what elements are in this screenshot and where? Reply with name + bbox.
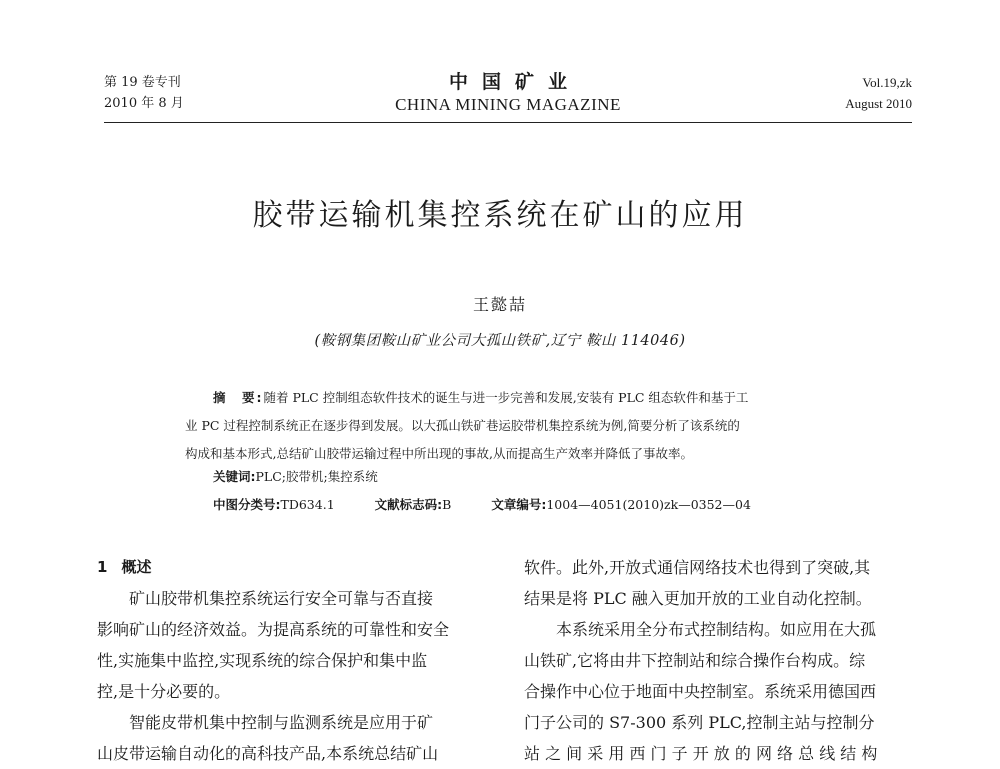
clc-value: TD634.1	[280, 497, 335, 512]
paragraph-line: 山皮带运输自动化的高科技产品,本系统总结矿山	[97, 744, 439, 763]
paragraph-line: 合操作中心位于地面中央控制室。系统采用德国西	[524, 682, 877, 701]
journal-name-en: CHINA MINING MAGAZINE	[395, 95, 621, 114]
paragraph-line: 控,是十分必要的。	[97, 682, 231, 701]
running-header	[104, 70, 912, 120]
journal-name-cn: 中国矿业	[448, 71, 581, 93]
abstract-line-2: 业 PC 过程控制系统正在逐步得到发展。以大孤山铁矿巷运胶带机集控系统为例,简要分析了该系统的	[185, 418, 740, 433]
document-code-label: 文献标志码:	[374, 497, 443, 512]
body-column-left	[97, 552, 489, 769]
abstract-label: 摘 要:	[213, 390, 264, 405]
paragraph-line: 性,实施集中监控,实现系统的综合保护和集中监	[97, 651, 428, 670]
paragraph-line: 影响矿山的经济效益。为提高系统的可靠性和安全	[97, 620, 450, 639]
header-divider	[104, 122, 912, 123]
keywords-value: PLC;胶带机;集控系统	[255, 469, 378, 484]
paragraph-line: 矿山胶带机集控系统运行安全可靠与否直接	[129, 589, 434, 608]
article-author: 王懿喆	[472, 295, 527, 314]
paragraph-line: 智能皮带机集中控制与监测系统是应用于矿	[129, 713, 434, 732]
abstract-line-1	[185, 384, 845, 412]
paragraph-line: 门子公司的 S7-300 系列 PLC,控制主站与控制分	[524, 713, 875, 732]
article-title: 胶带运输机集控系统在矿山的应用	[252, 198, 748, 233]
volume-date: August 2010	[845, 96, 912, 111]
paragraph-line: 软件。此外,开放式通信网络技术也得到了突破,其	[524, 558, 871, 577]
document-code-value: B	[442, 497, 452, 512]
paragraph-line: 山铁矿,它将由井下控制站和综合操作台构成。综	[524, 651, 866, 670]
section-heading	[97, 552, 489, 583]
article-id-value: 1004—4051(2010)zk—0352—04	[546, 497, 751, 512]
article-id-label: 文章编号:	[491, 497, 547, 512]
keywords	[213, 466, 378, 488]
abstract-text-1: 随着 PLC 控制组态软件技术的诞生与进一步完善和发展,安装有 PLC 组态软件和基于工	[263, 390, 749, 405]
section-title: 概述	[121, 558, 152, 576]
clc-label: 中图分类号:	[213, 497, 281, 512]
body-column-right	[524, 552, 916, 769]
keywords-label: 关键词:	[213, 469, 256, 484]
paragraph-line: 结果是将 PLC 融入更加开放的工业自动化控制。	[524, 589, 872, 608]
section-number: 1	[97, 558, 108, 576]
issue-volume: 第 19 卷专刊	[104, 75, 181, 90]
journal-name	[104, 70, 912, 116]
abstract-line-3: 构成和基本形式,总结矿山胶带运输过程中所出现的事故,从而提高生产效率并降低了事故率。	[185, 446, 693, 461]
paragraph-line: 站 之 间 采 用 西 门 子 开 放 的 网 络 总 线 结 构	[524, 744, 878, 763]
abstract	[185, 384, 845, 468]
paragraph-line: 本系统采用全分布式控制结构。如应用在大孤	[556, 620, 877, 639]
volume-info	[845, 72, 912, 114]
issue-date: 2010 年 8 月	[104, 96, 184, 111]
classification-info	[213, 494, 751, 516]
author-affiliation: (鞍钢集团鞍山矿业公司大孤山铁矿,辽宁 鞍山 114046)	[314, 333, 686, 349]
volume-number: Vol.19,zk	[862, 75, 912, 90]
